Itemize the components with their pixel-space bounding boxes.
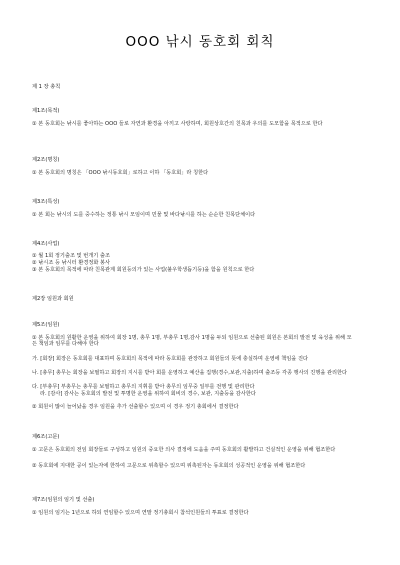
article-7-paragraph-1: ① 임원의 임기는 1년으로 하되 연임할수 있으며 연말 정기총회시 참석인원들의 투표로 결정한다	[32, 510, 249, 516]
article-5-item-ga: 가. [회장] 회장은 동호회를 대표하며 동호회의 목적에 따라 동호회를 관장하고 회원들의 뜻에 충실하며 운영에 책임을 진다	[32, 356, 308, 362]
article-5-heading: 제5조(임원)	[32, 322, 60, 328]
article-5-paragraph-1: ① 본 동호회의 원활한 운영을 위하여 회장 1명, 총무 1명, 부총무 1명,감사 1명을 두되 임원으로 선출된 회원은 본회의 발전 및 육성을 위해 모든 책임과 임무를 다해야 한다	[32, 335, 352, 348]
chapter-1-heading: 제 1 장 총칙	[32, 84, 61, 90]
article-4-heading: 제4조(사업)	[32, 241, 60, 247]
article-4-paragraph-3: ③ 본 동호회의 목적에 따라 친목관계 회원등의가 있는 사업(불우학생돕기등)을 함을 원칙으로 한다	[32, 267, 255, 273]
article-1-heading: 제1조(목적)	[32, 108, 60, 114]
article-5-paragraph-2: ② 회원이 많이 늘어났을 경우 임원을 추가 선출할수 있으며 이 경우 정기 총회에서 결정한다	[32, 404, 239, 410]
document-title: OOO 낚시 동호회 회칙	[125, 34, 275, 50]
article-4-paragraph-2: ② 낚시조 등 낚시터 환경정화 봉사	[32, 260, 111, 266]
chapter-2-heading: 제2장 임원과 회원	[32, 296, 74, 302]
article-5-item-da: 다. [부총무] 부총무는 총무를 보필하고 총무의 지휘를 받아 총무의 임무중 일부를 전행 및 관리한다	[32, 384, 255, 390]
article-2-heading: 제2조(명칭)	[32, 157, 60, 163]
article-4-paragraph-1: ① 월 1회 정기출조 및 번개기 출조	[32, 253, 110, 259]
article-7-heading: 제7조(임원의 임기 및 선출)	[32, 497, 95, 503]
article-1-paragraph-1: ① 본 동호회는 낚시를 좋아하는 OOO 들로 자연과 환경을 아끼고 사랑하며, 회원상호간의 친목과 우의를 도모함을 목적으로 한다	[32, 121, 323, 127]
article-6-heading: 제6조(고문)	[32, 434, 60, 440]
article-6-paragraph-2: ② 동호회에 지대한 공이 있는자에 한하여 고문으로 위촉할수 있으며 위촉된자는 동호회의 성공적인 운영을 위해 협조한다	[32, 463, 306, 469]
article-3-heading: 제3조(특성)	[32, 199, 60, 205]
article-5-item-ra: 라. [감사] 감사는 동호회의 발전 및 투명한 운영을 위하여 회비의 경수, 보관, 지출등을 감사한다	[40, 391, 256, 397]
article-5-item-na: 나. [총무] 총무는 회장을 보필하고 회장의 지시를 받아 회를 운영하고 예산을 집행(경수,보관,지출)하며 출조등 각종 행사의 진행을 관리한다	[32, 370, 348, 376]
article-2-paragraph-1: ① 본 동호회의 명칭은 「OOO 낚시동호회」로하고 이하 「동호회」라 칭한다	[32, 170, 209, 176]
article-3-paragraph-1: ① 본 회는 낚시의 도를 중수하는 정통 낚시 모임이며 민물 및 바다낚시를 하는 순순한 친목단체이다	[32, 212, 256, 218]
article-6-paragraph-1: ① 고문은 동호회의 전임 회장들로 구성하고 임원의 중요한 의사 결정에 도움을 주며 동호회의 활발하고 건실적인 운영을 위해 협조한다	[32, 447, 336, 453]
